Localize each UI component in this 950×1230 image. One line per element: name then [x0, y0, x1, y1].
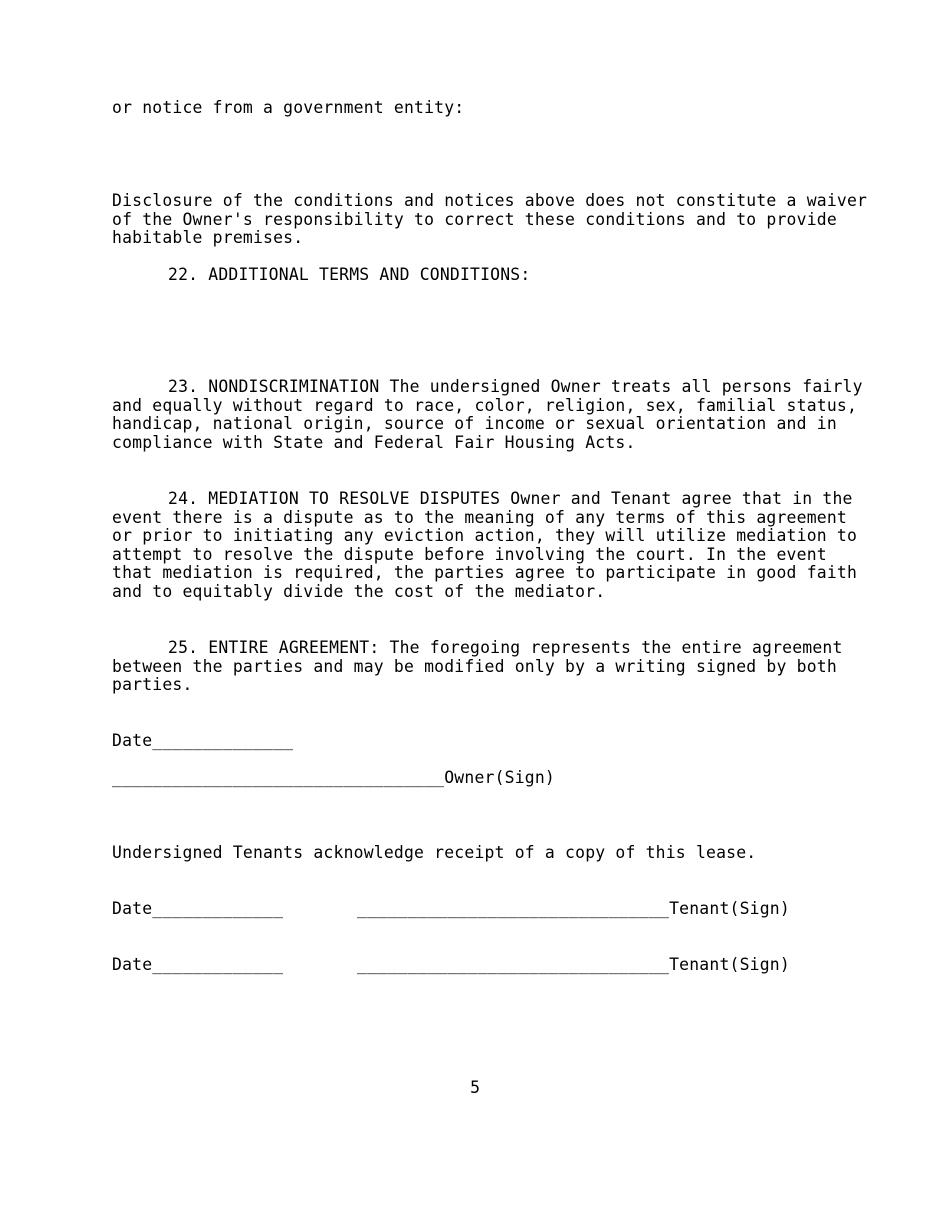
tenant-1-date-line: Date_____________: [112, 899, 284, 918]
owner-date-line: Date______________: [112, 731, 294, 750]
section-23-paragraph: 23. NONDISCRIMINATION The undersigned Owner treats all persons fairly and equally without regard to race, color, religion, sex, familial status, handicap, national origin, source of income or sexual orientation and in compliance with State and Federal Fair Housing Acts.: [112, 377, 873, 452]
disclosure-paragraph: Disclosure of the conditions and notices above does not constitute a waiver of the Owner's responsibility to correct these conditions and to provide habitable premises.: [112, 191, 878, 247]
tenant-acknowledgement: Undersigned Tenants acknowledge receipt of a copy of this lease.: [112, 843, 757, 862]
section-24-paragraph: 24. MEDIATION TO RESOLVE DISPUTES Owner and Tenant agree that in the event there is a dispute as to the meaning of any terms of this agreement or prior to initiating any eviction action, they will utilize mediation to attempt to resolve the dispute before involving the court. In the event that mediation is required, the parties agree to participate in good faith and to equitably divide the cost of the mediator.: [112, 489, 868, 601]
owner-signature-line: _________________________________Owner(Sign): [112, 768, 555, 787]
section-22-heading: 22. ADDITIONAL TERMS AND CONDITIONS:: [168, 265, 531, 284]
tenant-1-signature-line: _______________________________Tenant(Sign): [357, 899, 790, 918]
notice-line: or notice from a government entity:: [112, 98, 465, 117]
section-25-paragraph: 25. ENTIRE AGREEMENT: The foregoing represents the entire agreement between the parties and may be modified only by a writing signed by both parties.: [112, 638, 853, 694]
tenant-2-date-line: Date_____________: [112, 955, 284, 974]
tenant-2-signature-line: _______________________________Tenant(Sign): [357, 955, 790, 974]
page-number: 5: [470, 1078, 480, 1097]
